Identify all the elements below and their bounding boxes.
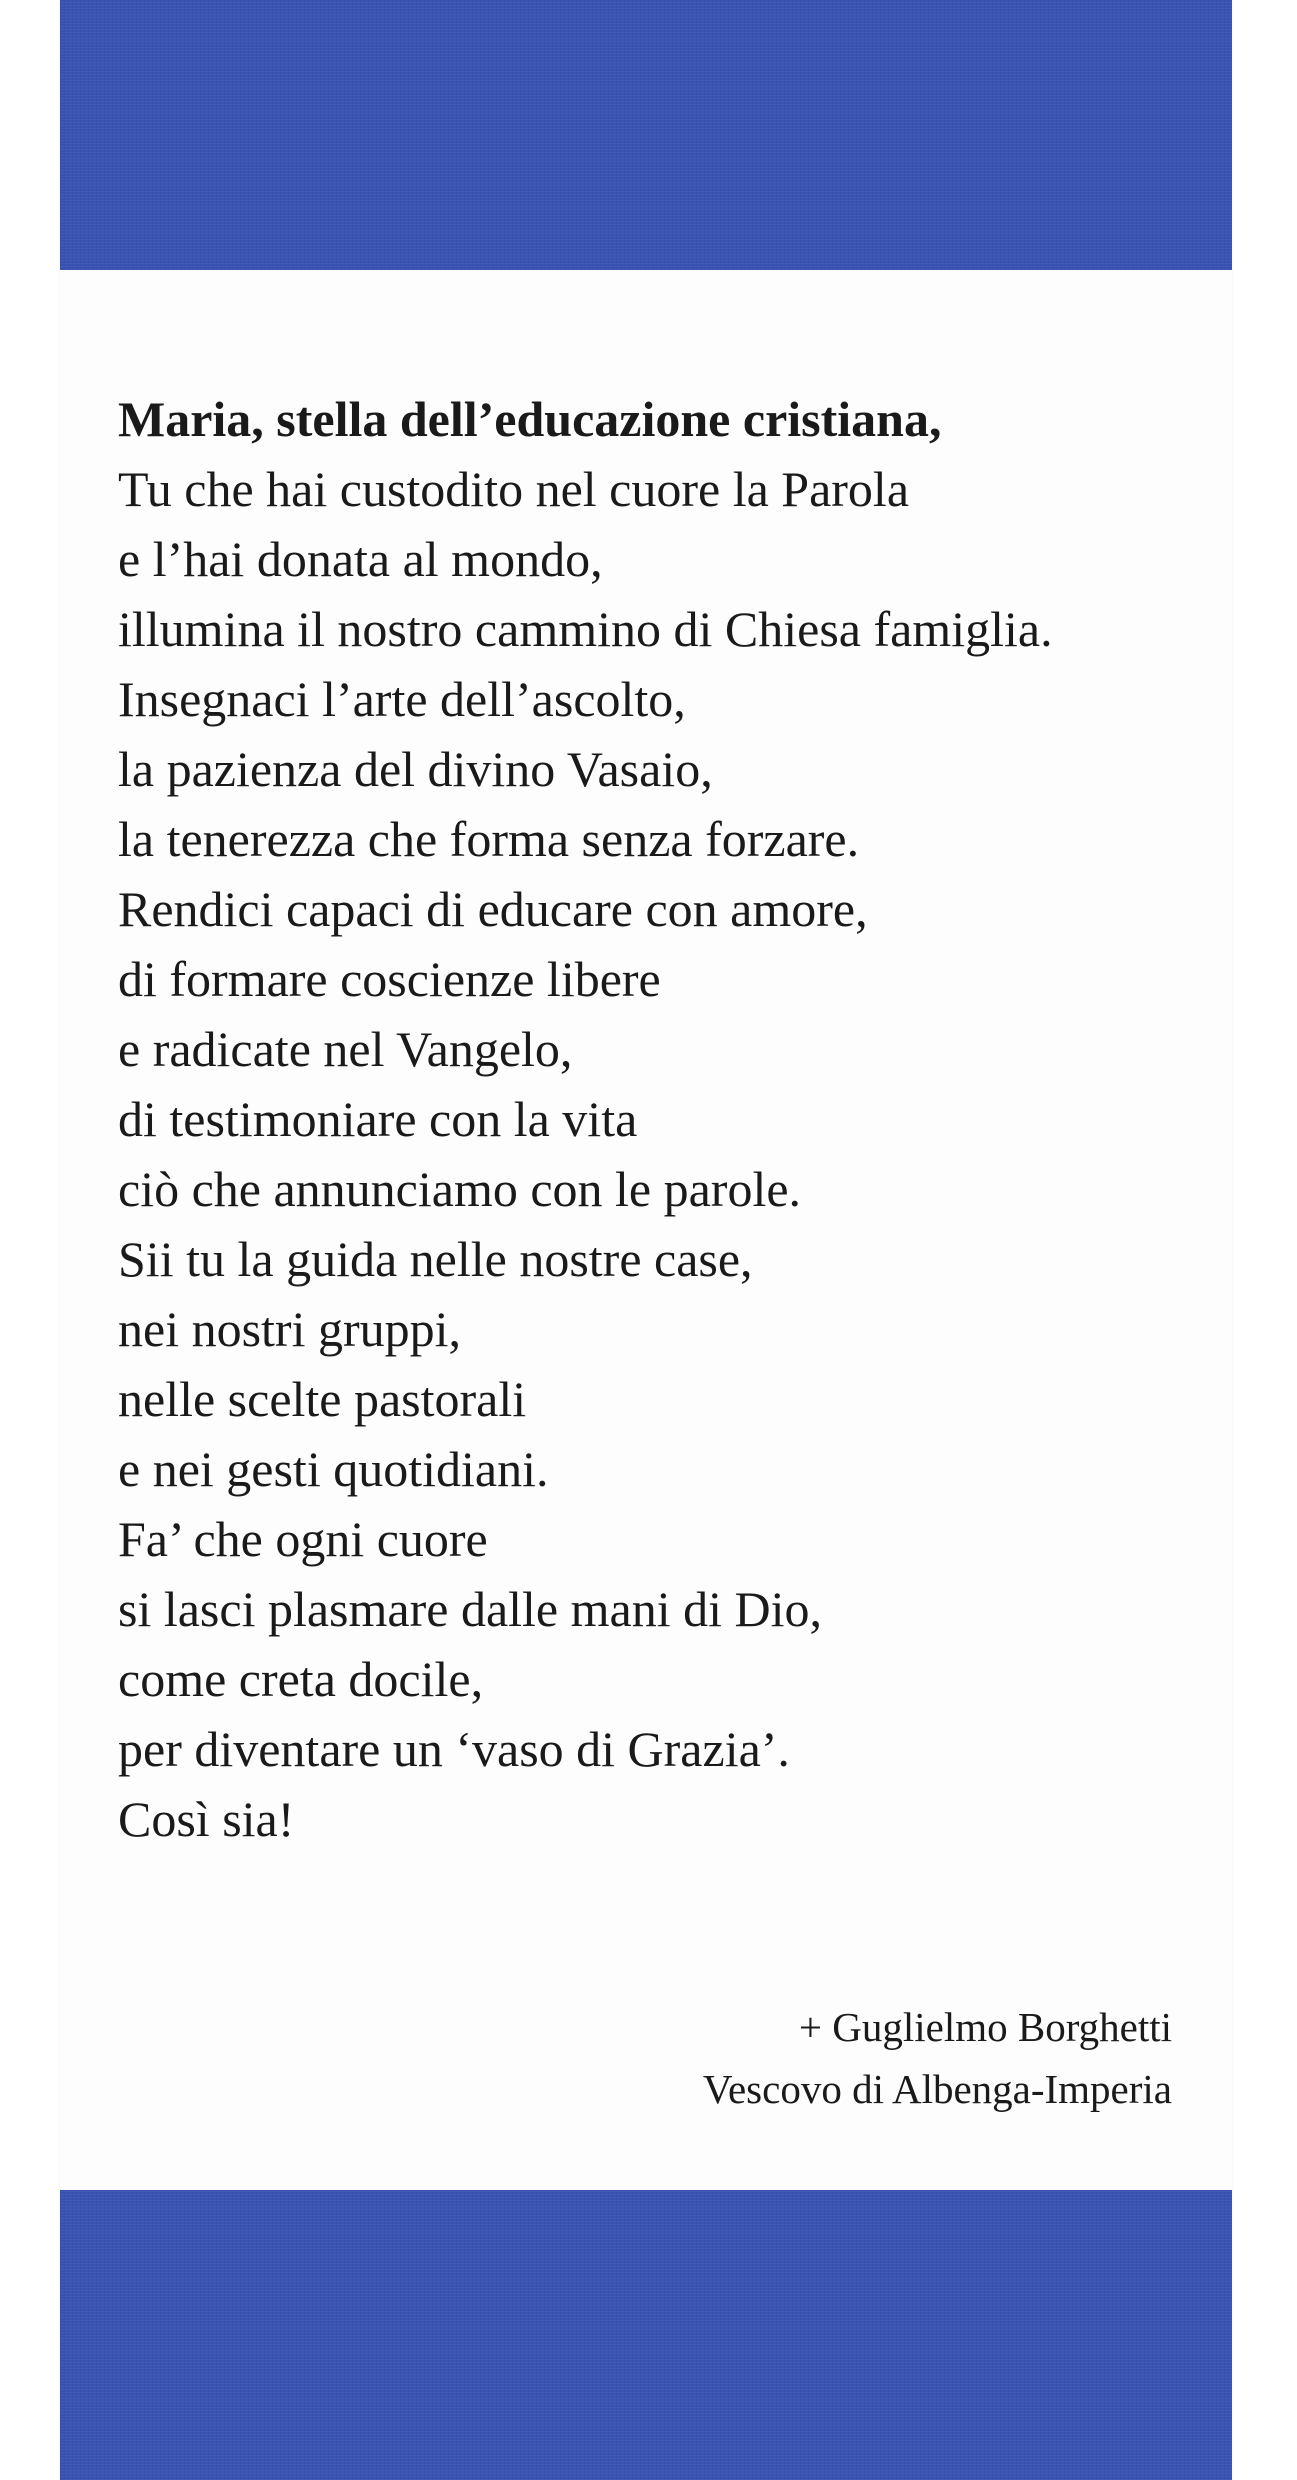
prayer-line: Sii tu la guida nelle nostre case, (118, 1231, 753, 1287)
prayer-line: e l’hai donata al mondo, (118, 531, 603, 587)
prayer-line: la tenerezza che forma senza forzare. (118, 811, 860, 867)
prayer-card (60, 0, 1232, 2480)
prayer-line: per diventare un ‘vaso di Grazia’. (118, 1721, 790, 1777)
prayer-line: Fa’ che ogni cuore (118, 1511, 488, 1567)
prayer-line: di formare coscienze libere (118, 951, 661, 1007)
signature-block (703, 1996, 1172, 2120)
prayer-title: Maria, stella dell’educazione cristiana, (118, 391, 942, 447)
signature-role: Vescovo di Albenga-Imperia (702, 2066, 1172, 2112)
prayer-line: ciò che annunciamo con le parole. (118, 1161, 802, 1217)
prayer-line: e nei gesti quotidiani. (118, 1441, 549, 1497)
prayer-line: illumina il nostro cammino di Chiesa famiglia. (118, 601, 1053, 657)
prayer-line: nelle scelte pastorali (118, 1371, 527, 1427)
signature-name: + Guglielmo Borghetti (798, 2004, 1172, 2050)
prayer-text (118, 384, 1218, 1854)
prayer-line: Così sia! (118, 1791, 295, 1847)
prayer-line: Tu che hai custodito nel cuore la Parola (118, 461, 910, 517)
top-blue-band (60, 0, 1232, 270)
prayer-line: Insegnaci l’arte dell’ascolto, (118, 671, 686, 727)
prayer-line: la pazienza del divino Vasaio, (118, 741, 713, 797)
prayer-line: nei nostri gruppi, (118, 1301, 462, 1357)
prayer-line: e radicate nel Vangelo, (118, 1021, 573, 1077)
prayer-line: si lasci plasmare dalle mani di Dio, (118, 1581, 822, 1637)
prayer-line: di testimoniare con la vita (118, 1091, 638, 1147)
prayer-line: Rendici capaci di educare con amore, (118, 881, 868, 937)
prayer-line: come creta docile, (118, 1651, 484, 1707)
bottom-blue-band (60, 2190, 1232, 2480)
